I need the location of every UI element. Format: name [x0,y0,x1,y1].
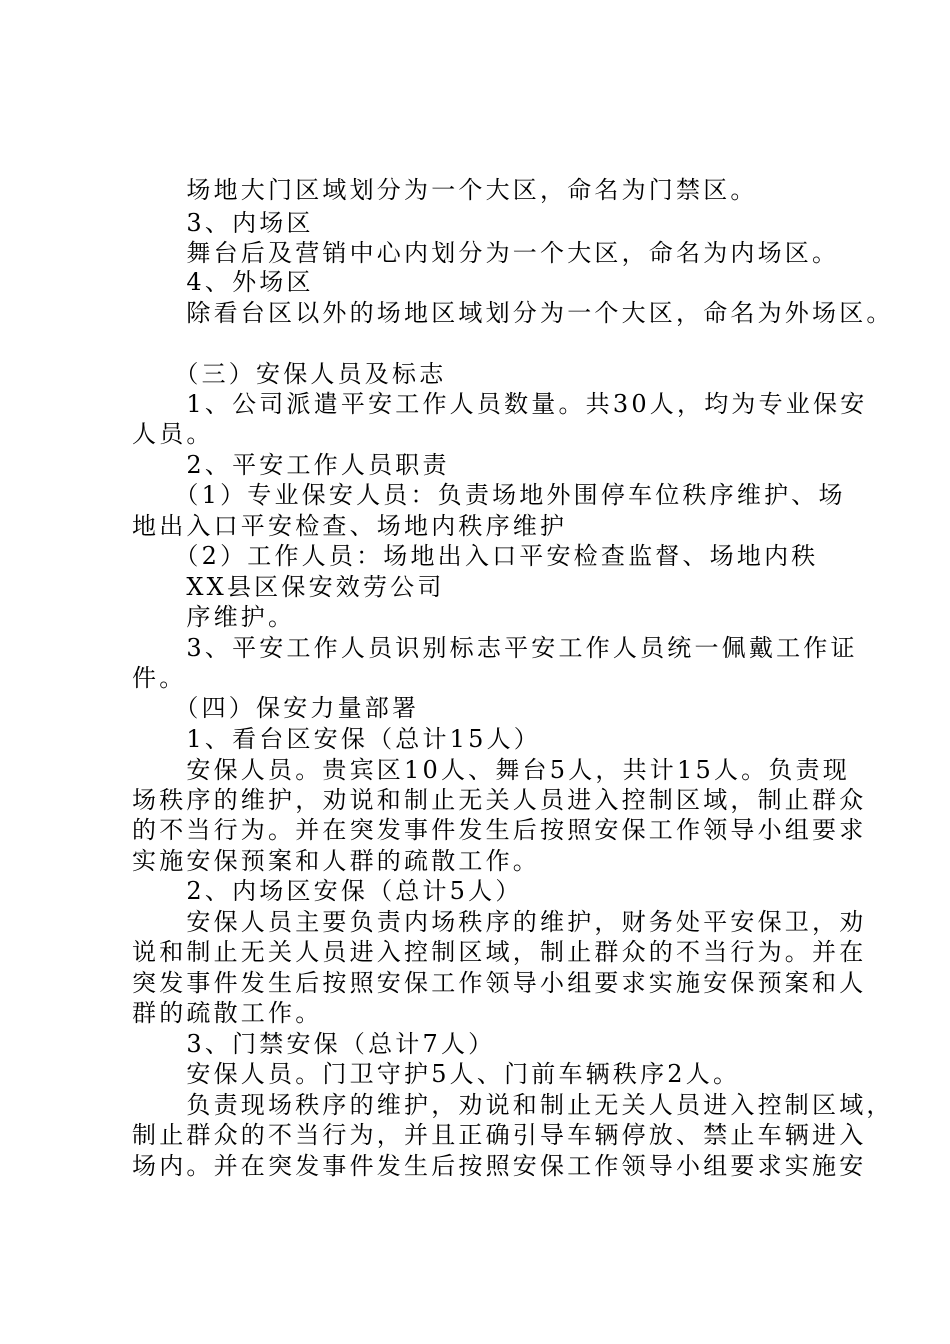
text-line: 安保人员。贵宾区10人、舞台5人，共计15人。负责现 [132,756,850,784]
text-line: 群的疏散工作。 [132,999,323,1027]
text-line: 场地大门区域划分为一个大区，命名为门禁区。 [132,176,758,204]
text-line: 2、平安工作人员职责 [132,451,450,479]
text-line: 的不当行为。并在突发事件发生后按照安保工作领导小组要求 [132,816,867,844]
text-line: 1、公司派遣平安工作人员数量。共30人，均为专业保安 [132,390,868,418]
text-line: 序维护。 [132,603,296,631]
text-line: 安保人员。门卫守护5人、门前车辆秩序2人。 [132,1060,741,1088]
text-line: 4、外场区 [132,268,314,296]
text-line: 3、平安工作人员识别标志平安工作人员统一佩戴工作证 [132,634,858,662]
text-line: 3、门禁安保（总计7人） [132,1030,496,1058]
text-line: 场内。并在突发事件发生后按照安保工作领导小组要求实施安 [132,1152,867,1180]
text-line: 突发事件发生后按照安保工作领导小组要求实施安保预案和人 [132,969,867,997]
text-line: 实施安保预案和人群的疏散工作。 [132,847,540,875]
text-line: 3、内场区 [132,209,314,237]
text-line: （1）专业保安人员：负责场地外围停车位秩序维护、场 [132,481,846,509]
text-line: 制止群众的不当行为，并且正确引导车辆停放、禁止车辆进入 [132,1121,867,1149]
text-line: 地出入口平安检查、场地内秩序维护 [132,512,568,540]
text-line: 1、看台区安保（总计15人） [132,725,542,753]
text-line: 舞台后及营销中心内划分为一个大区，命名为内场区。 [132,239,840,267]
section-heading: （三）安保人员及标志 [132,360,447,388]
text-line: XX县区保安效劳公司 [132,573,445,601]
text-line: 说和制止无关人员进入控制区域，制止群众的不当行为。并在 [132,938,867,966]
text-line: 场秩序的维护，劝说和制止无关人员进入控制区域，制止群众 [132,786,867,814]
text-line: 除看台区以外的场地区域划分为一个大区，命名为外场区。 [132,299,894,327]
text-line: 安保人员主要负责内场秩序的维护，财务处平安保卫，劝 [132,908,867,936]
text-line: 件。 [132,664,187,692]
text-line: 人员。 [132,420,214,448]
text-line: 2、内场区安保（总计5人） [132,877,523,905]
text-line: （2）工作人员：场地出入口平安检查监督、场地内秩 [132,542,819,570]
section-heading: （四）保安力量部署 [132,694,420,722]
text-line: 负责现场秩序的维护，劝说和制止无关人员进入控制区域， [132,1091,894,1119]
